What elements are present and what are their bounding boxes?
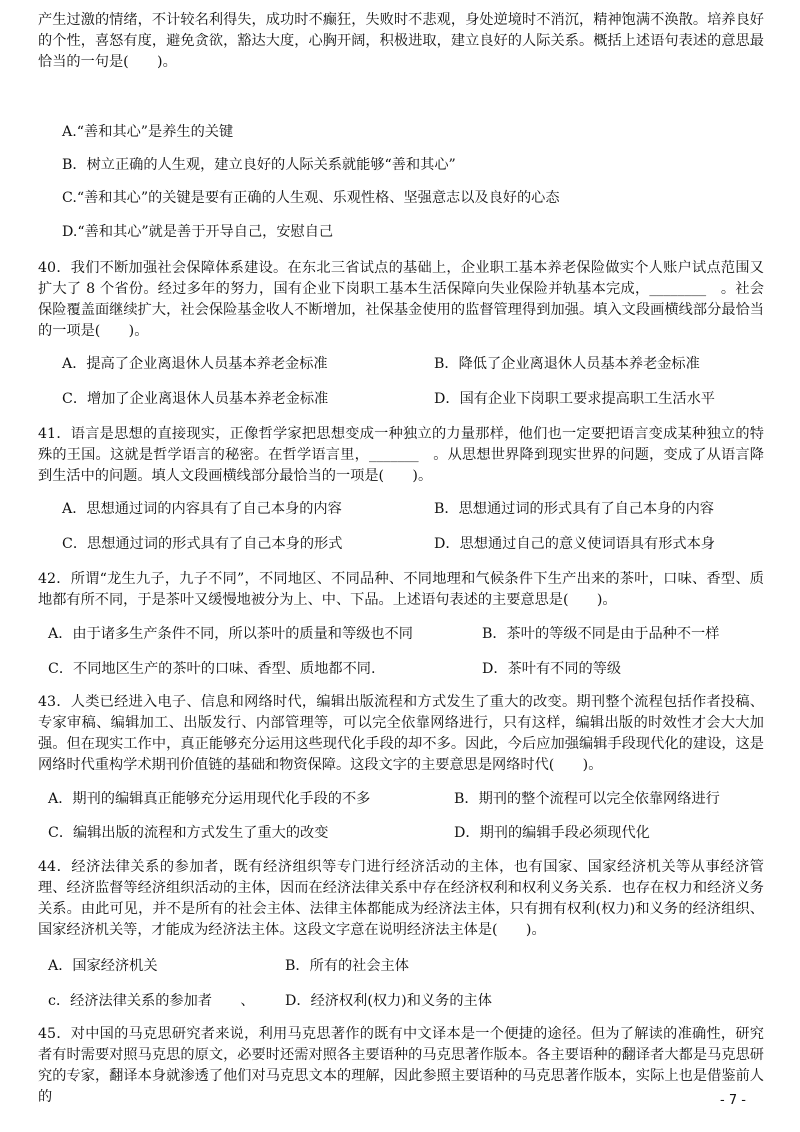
q42-option-b: B．茶叶的等级不同是由于品种不一样 — [482, 626, 720, 642]
q40-option-d: D．国有企业下岗职工要求提高职工生活水平 — [434, 391, 715, 407]
q39-option-c: C.“善和其心”的关键是要有正确的人生观、乐观性格、坚强意志以及良好的心态 — [62, 190, 560, 206]
q40-option-b: B．降低了企业离退休人员基本养老金标准 — [434, 356, 700, 372]
q44-option-c: c．经济法律关系的参加者 、 — [48, 993, 255, 1009]
q40-stem: 40．我们不断加强社会保障体系建设。在东北三省试点的基础上，企业职工基本养老保险做实个人账户试点范围又扩大了 8 个省份。经过多年的努力，国有企业下岗职工基本生活保障向失业保险并轨基本完成，________ 。社会保险覆盖面继续扩大，社会保险基金收人不断增加，社保基金使用的监督管理得到加强。填入文段画横线部分最恰当的一项是( )。 — [38, 260, 764, 339]
q42-option-d: D．茶叶有不同的等级 — [482, 661, 622, 677]
q39-option-d: D.“善和其心”就是善于开导自己，安慰自己 — [62, 224, 334, 240]
q39-option-b: B．树立正确的人生观，建立良好的人际关系就能够“善和其心” — [62, 157, 456, 173]
q40-option-c: C．增加了企业离退休人员基本养老金标准 — [62, 391, 329, 407]
q45-stem: 45．对中国的马克思研究者来说，利用马克思著作的既有中文译本是一个便捷的途径。但为了解读的准确性，研究者有时需要对照马克思的原文，必要时还需对照各主要语种的马克思著作版本。各主要语种的翻译者大都是马克思研究的专家，翻译本身就渗透了他们对马克思文本的理解，因此参照主要语种的马克思著作版本，实际上也是借鉴前人的 — [38, 1026, 764, 1105]
q39-option-a: A.“善和其心”是养生的关键 — [62, 124, 234, 140]
q44-option-a: A．国家经济机关 — [48, 958, 158, 974]
q42-option-c: C．不同地区生产的茶叶的口味、香型、质地都不同. — [48, 661, 376, 677]
q42-option-a: A．由于诸多生产条件不同，所以茶叶的质量和等级也不同 — [48, 626, 413, 642]
q39-stem: 产生过激的情绪，不计较名利得失，成功时不癫狂，失败时不悲观，身处逆境时不消沉，精神饱满不涣散。培养良好的个性，喜怒有度，避免贪欲，豁达大度，心胸开阔，积极进取，建立良好的人际关系。概括上述语句表述的意思最恰当的一句是( )。 — [38, 12, 764, 70]
q41-stem: 41．语言是思想的直接现实，正像哲学家把思想变成一种独立的力量那样，他们也一定要把语言变成某种独立的特殊的王国。这就是哲学语言的秘密。在哲学语言里，_______ 。从思想世界降到现实世界的问题，变成了从语言降到生活中的问题。填人文段画横线部分最恰当的一项是( )。 — [38, 426, 764, 484]
q43-stem: 43．人类已经进入电子、信息和网络时代，编辑出版流程和方式发生了重大的改变。期刊整个流程包括作者投稿、专家审稿、编辑加工、出版发行、内部管理等，可以完全依靠网络进行，只有这样，编辑出版的时效性才会大大加强。但在现实工作中，真正能够充分运用这些现代化手段的却不多。因此，今后应加强编辑手段现代化的建设，这是网络时代重构学术期刊价值链的基础和物资保障。这段文字的主要意思是网络时代( )。 — [38, 694, 764, 773]
q44-option-b: B．所有的社会主体 — [285, 958, 409, 974]
q43-option-a: A．期刊的编辑真正能够充分运用现代化手段的不多 — [48, 791, 371, 807]
q44-stem: 44．经济法律关系的参加者，既有经济组织等专门进行经济活动的主体，也有国家、国家经济机关等从事经济管理、经济监督等经济组织活动的主体，因而在经济法律关系中存在经济权利和权利义务关系．也存在权力和经济义务关系。由此可见，并不是所有的社会主体、法律主体都能成为经济法主体，只有拥有权利(权力)和义务的经济组织、国家经济机关等，才能成为经济法主体。这段文字意在说明经济法主体是( )。 — [38, 859, 764, 938]
q41-option-b: B．思想通过词的形式具有了自己本身的内容 — [434, 501, 714, 517]
q41-option-d: D．思想通过自己的意义使词语具有形式本身 — [434, 536, 715, 552]
q41-option-a: A．思想通过词的内容具有了自己本身的内容 — [62, 501, 342, 517]
q40-option-a: A．提高了企业离退休人员基本养老金标准 — [62, 356, 328, 372]
q44-option-d: D．经济权利(权力)和义务的主体 — [285, 993, 492, 1009]
q43-option-b: B．期刊的整个流程可以完全依靠网络进行 — [454, 791, 720, 807]
q43-option-c: C．编辑出版的流程和方式发生了重大的改变 — [48, 825, 329, 841]
q43-option-d: D．期刊的编辑手段必须现代化 — [454, 825, 650, 841]
q41-option-c: C．思想通过词的形式具有了自己本身的形式 — [62, 536, 343, 552]
q42-stem: 42．所谓“龙生九子，九子不同”，不同地区、不同品种、不同地理和气候条件下生产出来的茶叶，口味、香型、质地都有所不同，于是茶叶又缓慢地被分为上、中、下品。上述语句表述的主要意思是( )。 — [38, 571, 764, 608]
page-number: - 7 - — [720, 1093, 746, 1108]
